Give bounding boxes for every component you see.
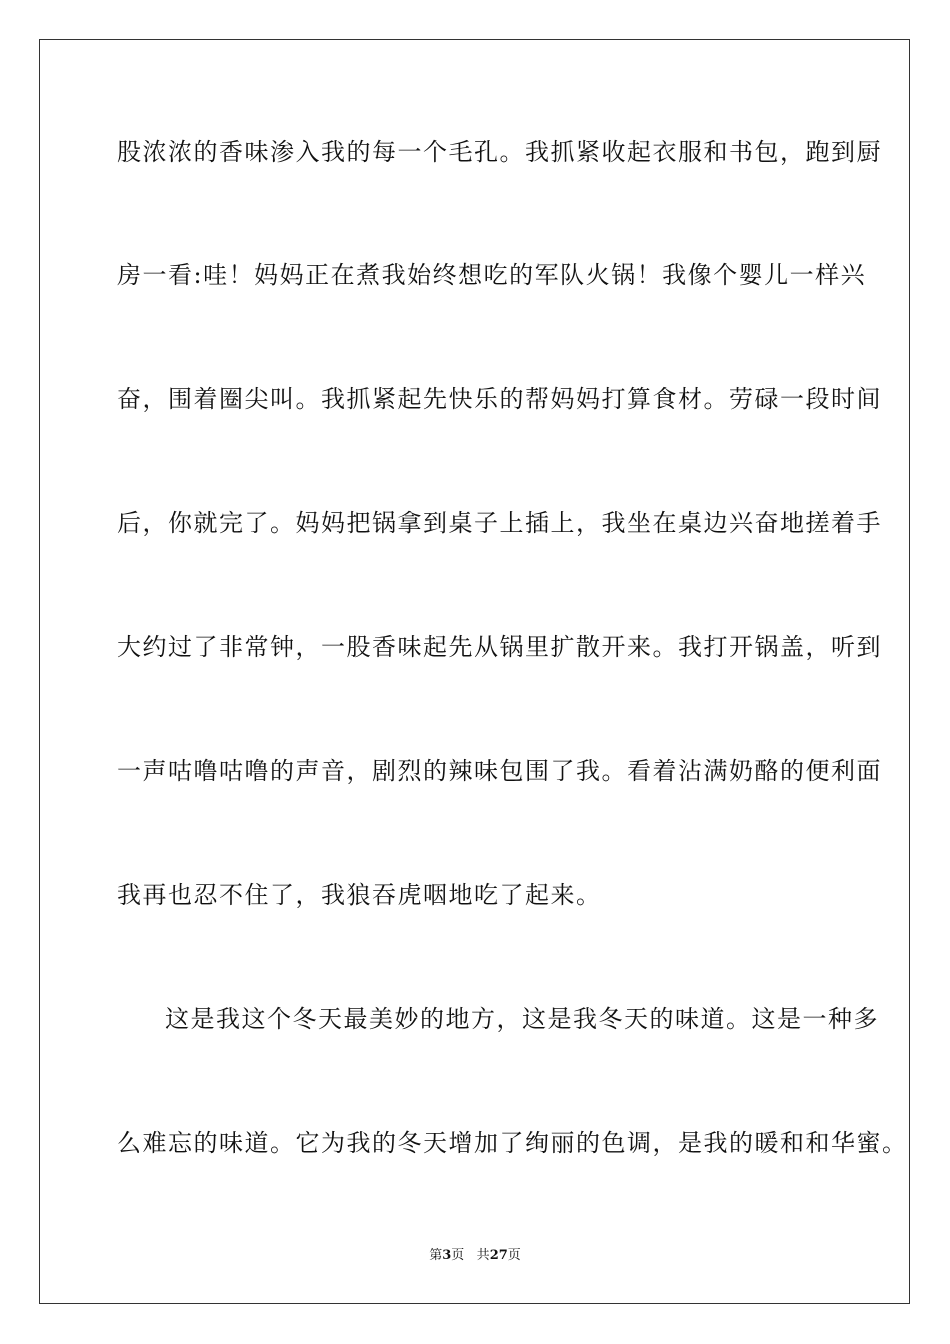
paragraph-line-2: 房一看:哇！妈妈正在煮我始终想吃的军队火锅！我像个婴儿一样兴 <box>117 261 867 289</box>
page-footer <box>0 1247 950 1265</box>
page-border <box>39 39 910 1304</box>
total-prefix: 共 <box>476 1248 490 1263</box>
page-prefix: 第 <box>429 1248 443 1263</box>
paragraph-line-8: 这是我这个冬天最美妙的地方，这是我冬天的味道。这是一种多 <box>165 1005 879 1033</box>
paragraph-line-1: 股浓浓的香味渗入我的每一个毛孔。我抓紧收起衣服和书包，跑到厨 <box>117 138 882 166</box>
paragraph-line-7: 我再也忍不住了，我狼吞虎咽地吃了起来。 <box>117 881 602 909</box>
paragraph-line-3: 奋，围着圈尖叫。我抓紧起先快乐的帮妈妈打算食材。劳碌一段时间 <box>117 385 882 413</box>
total-pages: 27 <box>489 1248 508 1263</box>
page-number: 3 <box>442 1248 452 1263</box>
paragraph-line-9: 么难忘的味道。它为我的冬天增加了绚丽的色调，是我的暖和和华蜜。 <box>117 1129 908 1157</box>
paragraph-line-4: 后，你就完了。妈妈把锅拿到桌子上插上，我坐在桌边兴奋地搓着手 <box>117 509 882 537</box>
paragraph-line-6: 一声咕噜咕噜的声音，剧烈的辣味包围了我。看着沾满奶酪的便利面 <box>117 757 882 785</box>
paragraph-line-5: 大约过了非常钟，一股香味起先从锅里扩散开来。我打开锅盖，听到 <box>117 633 882 661</box>
total-suffix: 页 <box>507 1248 521 1263</box>
page-suffix: 页 <box>451 1248 465 1263</box>
